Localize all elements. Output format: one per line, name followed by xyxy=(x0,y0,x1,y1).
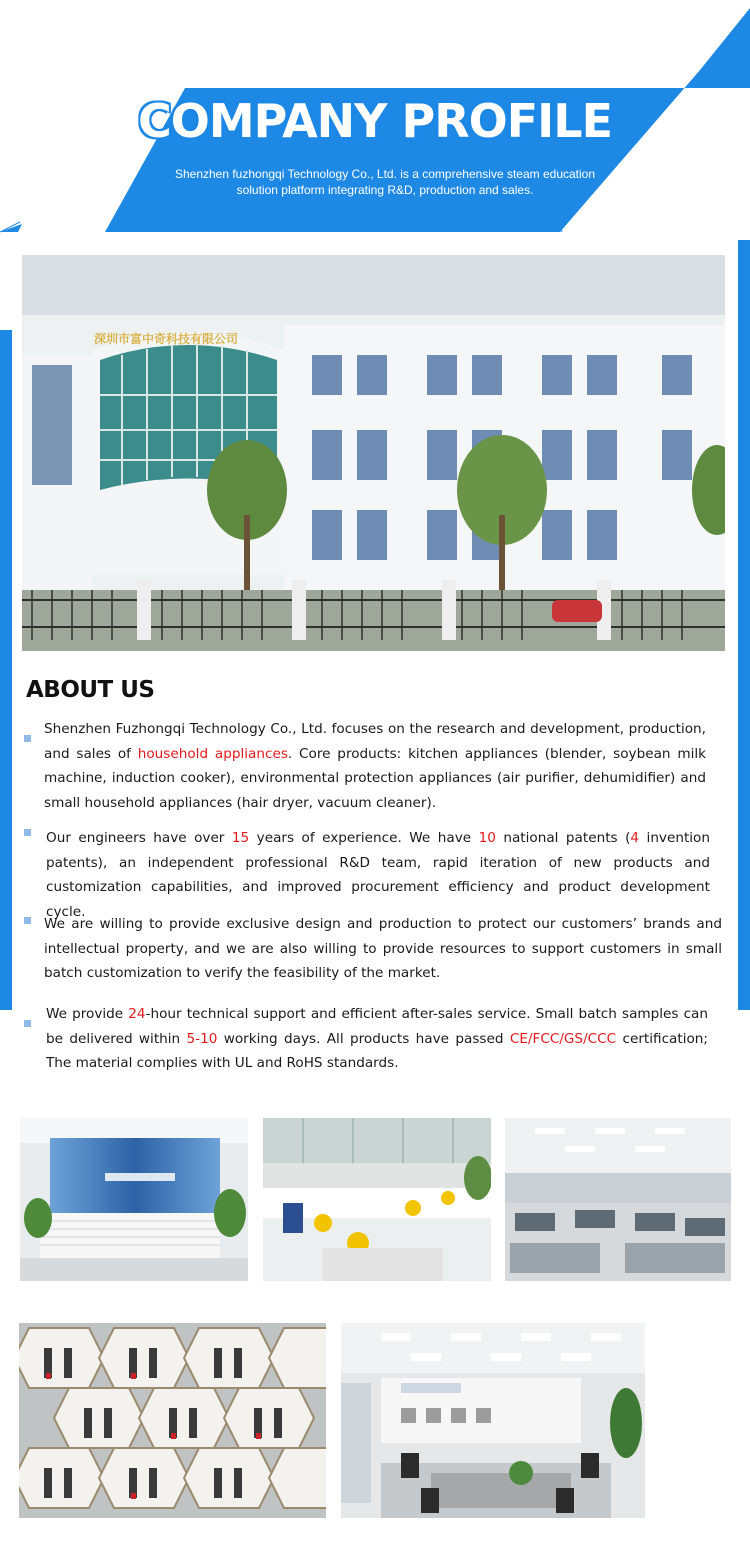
building-sign: 深圳市富中奇科技有限公司 xyxy=(94,332,239,346)
about-paragraph-4: We provide 24-hour technical support and efficient after-sales service. Small batch samples can be delivered within 5-10 working days. All products have passed CE/FCC/GS/CCC certification; The material complies with UL and RoHS standards. xyxy=(46,1006,708,1071)
bullet-icon xyxy=(24,829,31,836)
subtitle-line-1: Shenzhen fuzhongqi Technology Co., Ltd. is a comprehensive steam education xyxy=(174,167,596,181)
left-accent-bar xyxy=(0,330,12,1010)
right-accent-bar xyxy=(738,240,750,1010)
open-office-photo xyxy=(505,1118,731,1281)
about-paragraph-3: We are willing to provide exclusive design and production to protect our customers’ brands and intellectual property, and we are also willing to provide resources to support customers in small batch customization to verify the feasibility of the market. xyxy=(44,916,722,981)
meeting-room-photo xyxy=(341,1323,645,1518)
product-showroom-photo xyxy=(19,1323,326,1518)
page-title: COMPANY PROFILE xyxy=(137,94,613,148)
about-us-heading: ABOUT US xyxy=(26,677,155,703)
about-paragraph-2: Our engineers have over 15 years of experience. We have 10 national patents (4 invention patents), an independent professional R&D team, rapid iteration of new products and customization capabilities, and improved procurement efficiency and product development cycle. xyxy=(46,830,710,920)
page-subtitle xyxy=(170,166,600,198)
about-paragraph-1: Shenzhen Fuzhongqi Technology Co., Ltd. focuses on the research and development, production, and sales of household appliances. Core products: kitchen appliances (blender, soybean milk machine, induction cooker), environmental protection appliances (air purifier, dehumidifier) and small household appliances (hair dryer, vacuum cleaner). xyxy=(44,721,706,811)
company-building-photo xyxy=(22,255,725,651)
bullet-icon xyxy=(24,1020,31,1027)
reception-photo xyxy=(20,1118,248,1281)
office-staff-photo xyxy=(263,1118,491,1281)
highlight-household-appliances: household appliances xyxy=(137,745,288,762)
subtitle-line-2: solution platform integrating R&D, production and sales. xyxy=(236,183,534,197)
bullet-icon xyxy=(24,735,31,742)
bullet-icon xyxy=(24,917,31,924)
